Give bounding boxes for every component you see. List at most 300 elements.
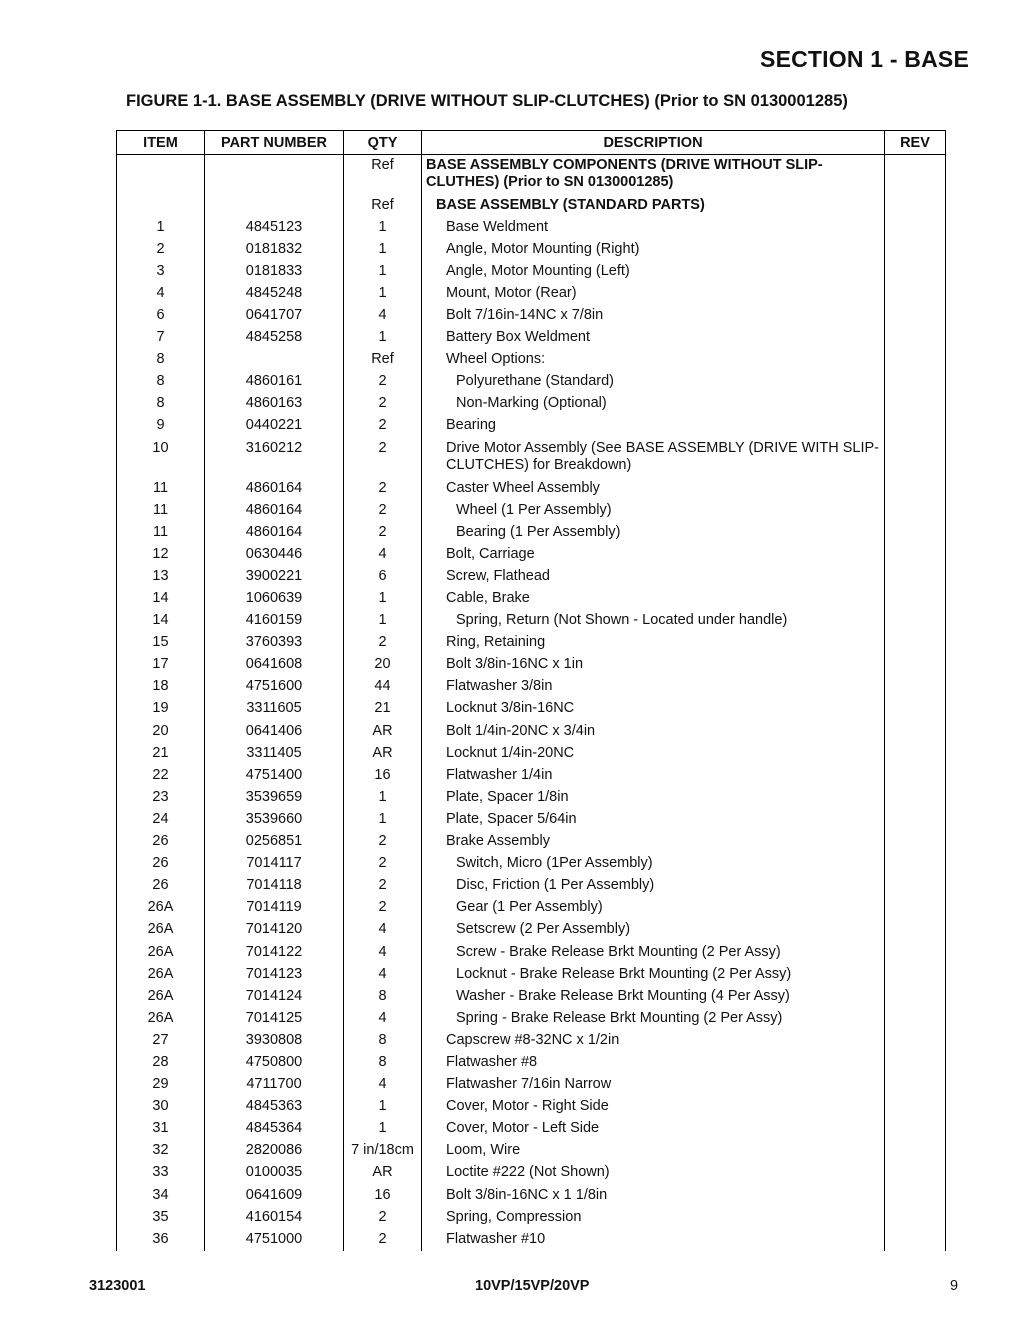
rev-cell bbox=[885, 1074, 946, 1096]
description-cell bbox=[422, 721, 885, 743]
description-cell bbox=[422, 853, 885, 875]
item-cell: 1 bbox=[117, 217, 205, 239]
qty-cell: 2 bbox=[344, 897, 422, 919]
rev-cell bbox=[885, 831, 946, 853]
column-header-qty: QTY bbox=[344, 131, 422, 155]
description-cell bbox=[422, 986, 885, 1008]
item-cell: 3 bbox=[117, 261, 205, 283]
footer-doc-number: 3123001 bbox=[89, 1278, 146, 1294]
item-cell: 27 bbox=[117, 1030, 205, 1052]
column-header-description: DESCRIPTION bbox=[422, 131, 885, 155]
section-title: SECTION 1 - BASE bbox=[760, 46, 969, 72]
item-cell: 22 bbox=[117, 765, 205, 787]
item-cell: 33 bbox=[117, 1162, 205, 1184]
rev-cell bbox=[885, 1140, 946, 1162]
description-text: Screw - Brake Release Brkt Mounting (2 Per Assy) bbox=[456, 943, 781, 960]
parts-table bbox=[116, 130, 946, 1251]
table-row bbox=[117, 721, 946, 743]
item-cell: 32 bbox=[117, 1140, 205, 1162]
qty-cell: 1 bbox=[344, 217, 422, 239]
part-number-cell: 0641609 bbox=[205, 1185, 344, 1207]
item-cell: 24 bbox=[117, 809, 205, 831]
qty-cell: 8 bbox=[344, 1030, 422, 1052]
table-row bbox=[117, 415, 946, 437]
qty-cell: 1 bbox=[344, 809, 422, 831]
qty-cell: 2 bbox=[344, 1207, 422, 1229]
rev-cell bbox=[885, 371, 946, 393]
table-row bbox=[117, 787, 946, 809]
part-number-cell: 7014125 bbox=[205, 1008, 344, 1030]
rev-cell bbox=[885, 765, 946, 787]
description-text: Bolt 3/8in-16NC x 1in bbox=[446, 656, 584, 673]
qty-cell: Ref bbox=[344, 155, 422, 195]
description-cell bbox=[422, 698, 885, 720]
description-text: Ring, Retaining bbox=[446, 634, 546, 651]
qty-cell: 2 bbox=[344, 415, 422, 437]
item-cell: 9 bbox=[117, 415, 205, 437]
description-text: Mount, Motor (Rear) bbox=[446, 284, 577, 301]
description-text: Screw, Flathead bbox=[446, 567, 550, 584]
description-text: Flatwasher #10 bbox=[446, 1230, 546, 1247]
description-text: Cable, Brake bbox=[446, 590, 530, 606]
description-text: Bearing bbox=[446, 417, 496, 434]
description-cell bbox=[422, 239, 885, 261]
rev-cell bbox=[885, 1030, 946, 1052]
table-row bbox=[117, 1140, 946, 1162]
table-row bbox=[117, 155, 946, 195]
part-number-cell: 0641608 bbox=[205, 654, 344, 676]
description-text: Gear (1 Per Assembly) bbox=[456, 899, 603, 916]
qty-cell: 2 bbox=[344, 438, 422, 478]
description-cell bbox=[422, 1030, 885, 1052]
part-number-cell: 2820086 bbox=[205, 1140, 344, 1162]
description-cell bbox=[422, 393, 885, 415]
item-cell: 29 bbox=[117, 1074, 205, 1096]
part-number-cell: 7014124 bbox=[205, 986, 344, 1008]
item-cell: 26A bbox=[117, 1008, 205, 1030]
rev-cell bbox=[885, 787, 946, 809]
column-header-rev: REV bbox=[885, 131, 946, 155]
description-cell bbox=[422, 897, 885, 919]
description-cell bbox=[422, 522, 885, 544]
description-cell bbox=[422, 765, 885, 787]
table-row bbox=[117, 393, 946, 415]
item-cell: 36 bbox=[117, 1229, 205, 1251]
description-text: Spring - Brake Release Brkt Mounting (2 Per Assy) bbox=[456, 1009, 783, 1026]
qty-cell: 1 bbox=[344, 1118, 422, 1140]
description-cell bbox=[422, 875, 885, 897]
item-cell: 12 bbox=[117, 544, 205, 566]
description-cell bbox=[422, 415, 885, 437]
table-row bbox=[117, 1162, 946, 1184]
description-text: Battery Box Weldment bbox=[446, 329, 590, 346]
table-row bbox=[117, 632, 946, 654]
table-row bbox=[117, 1052, 946, 1074]
qty-cell: 2 bbox=[344, 478, 422, 500]
rev-cell bbox=[885, 1229, 946, 1251]
part-number-cell: 7014123 bbox=[205, 964, 344, 986]
part-number-cell: 4750800 bbox=[205, 1052, 344, 1074]
figure-title: FIGURE 1-1. BASE ASSEMBLY (DRIVE WITHOUT SLIP-CLUTCHES) (Prior to SN 0130001285) bbox=[126, 92, 848, 110]
description-text: Bolt 1/4in-20NC x 3/4in bbox=[446, 722, 596, 739]
description-cell bbox=[422, 217, 885, 239]
description-cell bbox=[422, 831, 885, 853]
qty-cell: 1 bbox=[344, 327, 422, 349]
part-number-cell: 3160212 bbox=[205, 438, 344, 478]
rev-cell bbox=[885, 1185, 946, 1207]
rev-cell bbox=[885, 522, 946, 544]
item-cell: 11 bbox=[117, 478, 205, 500]
description-text: Setscrew (2 Per Assembly) bbox=[456, 921, 631, 938]
part-number-cell bbox=[205, 155, 344, 195]
qty-cell: Ref bbox=[344, 349, 422, 371]
part-number-cell: 1060639 bbox=[205, 588, 344, 610]
part-number-cell: 4845123 bbox=[205, 217, 344, 239]
table-row bbox=[117, 853, 946, 875]
rev-cell bbox=[885, 942, 946, 964]
table-row bbox=[117, 1074, 946, 1096]
item-cell: 8 bbox=[117, 349, 205, 371]
qty-cell: 21 bbox=[344, 698, 422, 720]
item-cell: 15 bbox=[117, 632, 205, 654]
table-row bbox=[117, 831, 946, 853]
qty-cell: 4 bbox=[344, 1008, 422, 1030]
description-cell bbox=[422, 1140, 885, 1162]
rev-cell bbox=[885, 853, 946, 875]
qty-cell: 6 bbox=[344, 566, 422, 588]
table-row bbox=[117, 349, 946, 371]
description-text: Bearing (1 Per Assembly) bbox=[456, 523, 621, 540]
qty-cell: 4 bbox=[344, 544, 422, 566]
item-cell: 31 bbox=[117, 1118, 205, 1140]
table-row bbox=[117, 1030, 946, 1052]
rev-cell bbox=[885, 261, 946, 283]
table-row bbox=[117, 217, 946, 239]
rev-cell bbox=[885, 1207, 946, 1229]
item-cell: 8 bbox=[117, 393, 205, 415]
description-cell bbox=[422, 787, 885, 809]
table-row bbox=[117, 1096, 946, 1118]
description-cell bbox=[422, 1052, 885, 1074]
qty-cell: 2 bbox=[344, 500, 422, 522]
item-cell: 14 bbox=[117, 588, 205, 610]
table-row bbox=[117, 809, 946, 831]
description-text: Flatwasher 7/16in Narrow bbox=[446, 1076, 612, 1093]
rev-cell bbox=[885, 676, 946, 698]
part-number-cell: 4860164 bbox=[205, 522, 344, 544]
item-cell: 2 bbox=[117, 239, 205, 261]
rev-cell bbox=[885, 654, 946, 676]
description-text: Wheel Options: bbox=[446, 351, 546, 368]
qty-cell: 1 bbox=[344, 239, 422, 261]
qty-cell: Ref bbox=[344, 195, 422, 217]
description-text: Polyurethane (Standard) bbox=[456, 373, 614, 390]
rev-cell bbox=[885, 721, 946, 743]
qty-cell: 4 bbox=[344, 305, 422, 327]
rev-cell bbox=[885, 217, 946, 239]
table-row bbox=[117, 500, 946, 522]
description-cell bbox=[422, 676, 885, 698]
table-row bbox=[117, 942, 946, 964]
table-row bbox=[117, 676, 946, 698]
qty-cell: 20 bbox=[344, 654, 422, 676]
rev-cell bbox=[885, 415, 946, 437]
part-number-cell: 0100035 bbox=[205, 1162, 344, 1184]
table-row bbox=[117, 566, 946, 588]
description-text: Flatwasher 1/4in bbox=[446, 766, 553, 783]
part-number-cell: 0630446 bbox=[205, 544, 344, 566]
rev-cell bbox=[885, 155, 946, 195]
part-number-cell: 4845363 bbox=[205, 1096, 344, 1118]
part-number-cell: 0440221 bbox=[205, 415, 344, 437]
footer-models: 10VP/15VP/20VP bbox=[475, 1278, 590, 1294]
rev-cell bbox=[885, 919, 946, 941]
part-number-cell: 3311405 bbox=[205, 743, 344, 765]
description-text: Plate, Spacer 1/8in bbox=[446, 788, 569, 805]
rev-cell bbox=[885, 1118, 946, 1140]
item-cell: 26A bbox=[117, 986, 205, 1008]
description-text: Drive Motor Assembly (See BASE ASSEMBLY (DRIVE WITH SLIP-CLUTCHES) for Breakdown) bbox=[446, 439, 879, 473]
item-cell: 26 bbox=[117, 853, 205, 875]
qty-cell: 4 bbox=[344, 919, 422, 941]
rev-cell bbox=[885, 239, 946, 261]
part-number-cell: 7014122 bbox=[205, 942, 344, 964]
rev-cell bbox=[885, 964, 946, 986]
table-row bbox=[117, 305, 946, 327]
item-cell: 26 bbox=[117, 831, 205, 853]
description-cell bbox=[422, 1185, 885, 1207]
table-row bbox=[117, 1008, 946, 1030]
rev-cell bbox=[885, 283, 946, 305]
rev-cell bbox=[885, 986, 946, 1008]
description-text: Wheel (1 Per Assembly) bbox=[456, 501, 612, 518]
table-row bbox=[117, 1118, 946, 1140]
part-number-cell: 4751000 bbox=[205, 1229, 344, 1251]
description-cell bbox=[422, 438, 885, 478]
description-cell bbox=[422, 261, 885, 283]
description-text: Flatwasher #8 bbox=[446, 1053, 538, 1070]
part-number-cell bbox=[205, 349, 344, 371]
description-cell bbox=[422, 305, 885, 327]
rev-cell bbox=[885, 809, 946, 831]
description-cell bbox=[422, 942, 885, 964]
rev-cell bbox=[885, 897, 946, 919]
qty-cell: 8 bbox=[344, 986, 422, 1008]
qty-cell: 1 bbox=[344, 610, 422, 632]
table-row bbox=[117, 875, 946, 897]
description-text: Flatwasher 3/8in bbox=[446, 678, 553, 695]
description-cell bbox=[422, 544, 885, 566]
qty-cell: 1 bbox=[344, 283, 422, 305]
item-cell: 26 bbox=[117, 875, 205, 897]
item-cell: 10 bbox=[117, 438, 205, 478]
table-row bbox=[117, 588, 946, 610]
item-cell: 23 bbox=[117, 787, 205, 809]
parts-table-body bbox=[117, 155, 946, 1251]
qty-cell: AR bbox=[344, 721, 422, 743]
description-text: Washer - Brake Release Brkt Mounting (4 Per Assy) bbox=[456, 987, 790, 1004]
description-cell bbox=[422, 919, 885, 941]
description-cell bbox=[422, 610, 885, 632]
table-row bbox=[117, 964, 946, 986]
qty-cell: 44 bbox=[344, 676, 422, 698]
qty-cell: AR bbox=[344, 743, 422, 765]
item-cell: 17 bbox=[117, 654, 205, 676]
description-cell bbox=[422, 478, 885, 500]
part-number-cell: 4860163 bbox=[205, 393, 344, 415]
rev-cell bbox=[885, 632, 946, 654]
description-text: Disc, Friction (1 Per Assembly) bbox=[456, 877, 655, 894]
rev-cell bbox=[885, 305, 946, 327]
qty-cell: 1 bbox=[344, 261, 422, 283]
description-cell bbox=[422, 1207, 885, 1229]
description-cell bbox=[422, 155, 885, 195]
qty-cell: 2 bbox=[344, 853, 422, 875]
part-number-cell: 7014119 bbox=[205, 897, 344, 919]
description-text: BASE ASSEMBLY COMPONENTS (DRIVE WITHOUT SLIP-CLUTHES) (Prior to SN 0130001285) bbox=[426, 157, 823, 190]
description-text: Angle, Motor Mounting (Right) bbox=[446, 240, 640, 257]
part-number-cell: 4845258 bbox=[205, 327, 344, 349]
qty-cell: 8 bbox=[344, 1052, 422, 1074]
item-cell: 35 bbox=[117, 1207, 205, 1229]
description-text: Plate, Spacer 5/64in bbox=[446, 810, 577, 827]
part-number-cell: 3930808 bbox=[205, 1030, 344, 1052]
table-row bbox=[117, 438, 946, 478]
rev-cell bbox=[885, 875, 946, 897]
table-row bbox=[117, 371, 946, 393]
description-text: BASE ASSEMBLY (STANDARD PARTS) bbox=[436, 196, 705, 213]
table-row bbox=[117, 897, 946, 919]
qty-cell: 16 bbox=[344, 765, 422, 787]
description-cell bbox=[422, 588, 885, 610]
rev-cell bbox=[885, 566, 946, 588]
description-text: Cover, Motor - Right Side bbox=[446, 1098, 609, 1115]
part-number-cell: 4860164 bbox=[205, 500, 344, 522]
item-cell: 26A bbox=[117, 897, 205, 919]
table-row bbox=[117, 765, 946, 787]
table-row bbox=[117, 283, 946, 305]
description-cell bbox=[422, 632, 885, 654]
table-row bbox=[117, 544, 946, 566]
qty-cell: AR bbox=[344, 1162, 422, 1184]
column-header-part-number: PART NUMBER bbox=[205, 131, 344, 155]
qty-cell: 2 bbox=[344, 831, 422, 853]
description-cell bbox=[422, 1162, 885, 1184]
description-text: Locknut 3/8in-16NC bbox=[446, 700, 575, 717]
description-text: Brake Assembly bbox=[446, 833, 550, 850]
table-row bbox=[117, 743, 946, 765]
part-number-cell: 4845364 bbox=[205, 1118, 344, 1140]
part-number-cell: 4711700 bbox=[205, 1074, 344, 1096]
description-cell bbox=[422, 743, 885, 765]
part-number-cell: 4860164 bbox=[205, 478, 344, 500]
item-cell: 13 bbox=[117, 566, 205, 588]
part-number-cell: 3539659 bbox=[205, 787, 344, 809]
qty-cell: 7 in/18cm bbox=[344, 1140, 422, 1162]
description-text: Cover, Motor - Left Side bbox=[446, 1120, 600, 1137]
rev-cell bbox=[885, 544, 946, 566]
column-header-item: ITEM bbox=[117, 131, 205, 155]
part-number-cell bbox=[205, 195, 344, 217]
item-cell bbox=[117, 195, 205, 217]
description-cell bbox=[422, 327, 885, 349]
rev-cell bbox=[885, 1162, 946, 1184]
description-text: Bolt 7/16in-14NC x 7/8in bbox=[446, 306, 604, 323]
table-row bbox=[117, 698, 946, 720]
part-number-cell: 4160154 bbox=[205, 1207, 344, 1229]
description-text: Bolt 3/8in-16NC x 1 1/8in bbox=[446, 1186, 608, 1203]
description-cell bbox=[422, 809, 885, 831]
rev-cell bbox=[885, 743, 946, 765]
item-cell: 26A bbox=[117, 942, 205, 964]
item-cell: 34 bbox=[117, 1185, 205, 1207]
qty-cell: 2 bbox=[344, 522, 422, 544]
item-cell: 28 bbox=[117, 1052, 205, 1074]
part-number-cell: 4751400 bbox=[205, 765, 344, 787]
part-number-cell: 0256851 bbox=[205, 831, 344, 853]
description-cell bbox=[422, 1008, 885, 1030]
qty-cell: 16 bbox=[344, 1185, 422, 1207]
table-row bbox=[117, 478, 946, 500]
description-text: Locknut 1/4in-20NC bbox=[446, 744, 575, 761]
description-text: Switch, Micro (1Per Assembly) bbox=[456, 855, 653, 872]
description-text: Loom, Wire bbox=[446, 1142, 521, 1159]
description-cell bbox=[422, 371, 885, 393]
qty-cell: 2 bbox=[344, 632, 422, 654]
rev-cell bbox=[885, 1052, 946, 1074]
description-cell bbox=[422, 1074, 885, 1096]
item-cell: 26A bbox=[117, 964, 205, 986]
footer-page-number: 9 bbox=[950, 1278, 959, 1294]
description-cell bbox=[422, 1096, 885, 1118]
part-number-cell: 4160159 bbox=[205, 610, 344, 632]
rev-cell bbox=[885, 610, 946, 632]
rev-cell bbox=[885, 478, 946, 500]
qty-cell: 4 bbox=[344, 942, 422, 964]
rev-cell bbox=[885, 438, 946, 478]
table-row bbox=[117, 239, 946, 261]
item-cell: 7 bbox=[117, 327, 205, 349]
table-row bbox=[117, 1207, 946, 1229]
part-number-cell: 0641406 bbox=[205, 721, 344, 743]
part-number-cell: 0641707 bbox=[205, 305, 344, 327]
qty-cell: 2 bbox=[344, 875, 422, 897]
qty-cell: 4 bbox=[344, 1074, 422, 1096]
part-number-cell: 4751600 bbox=[205, 676, 344, 698]
description-text: Non-Marking (Optional) bbox=[456, 395, 607, 412]
rev-cell bbox=[885, 327, 946, 349]
table-header-row bbox=[117, 131, 946, 155]
table-row bbox=[117, 1229, 946, 1251]
item-cell: 19 bbox=[117, 698, 205, 720]
item-cell bbox=[117, 155, 205, 195]
qty-cell: 2 bbox=[344, 393, 422, 415]
table-row bbox=[117, 522, 946, 544]
rev-cell bbox=[885, 588, 946, 610]
part-number-cell: 4845248 bbox=[205, 283, 344, 305]
description-text: Bolt, Carriage bbox=[446, 545, 535, 562]
rev-cell bbox=[885, 500, 946, 522]
item-cell: 26A bbox=[117, 919, 205, 941]
qty-cell: 4 bbox=[344, 964, 422, 986]
description-cell bbox=[422, 566, 885, 588]
part-number-cell: 3900221 bbox=[205, 566, 344, 588]
table-row bbox=[117, 327, 946, 349]
part-number-cell: 4860161 bbox=[205, 371, 344, 393]
description-cell bbox=[422, 1229, 885, 1251]
item-cell: 8 bbox=[117, 371, 205, 393]
description-text: Locknut - Brake Release Brkt Mounting (2 Per Assy) bbox=[456, 965, 792, 982]
